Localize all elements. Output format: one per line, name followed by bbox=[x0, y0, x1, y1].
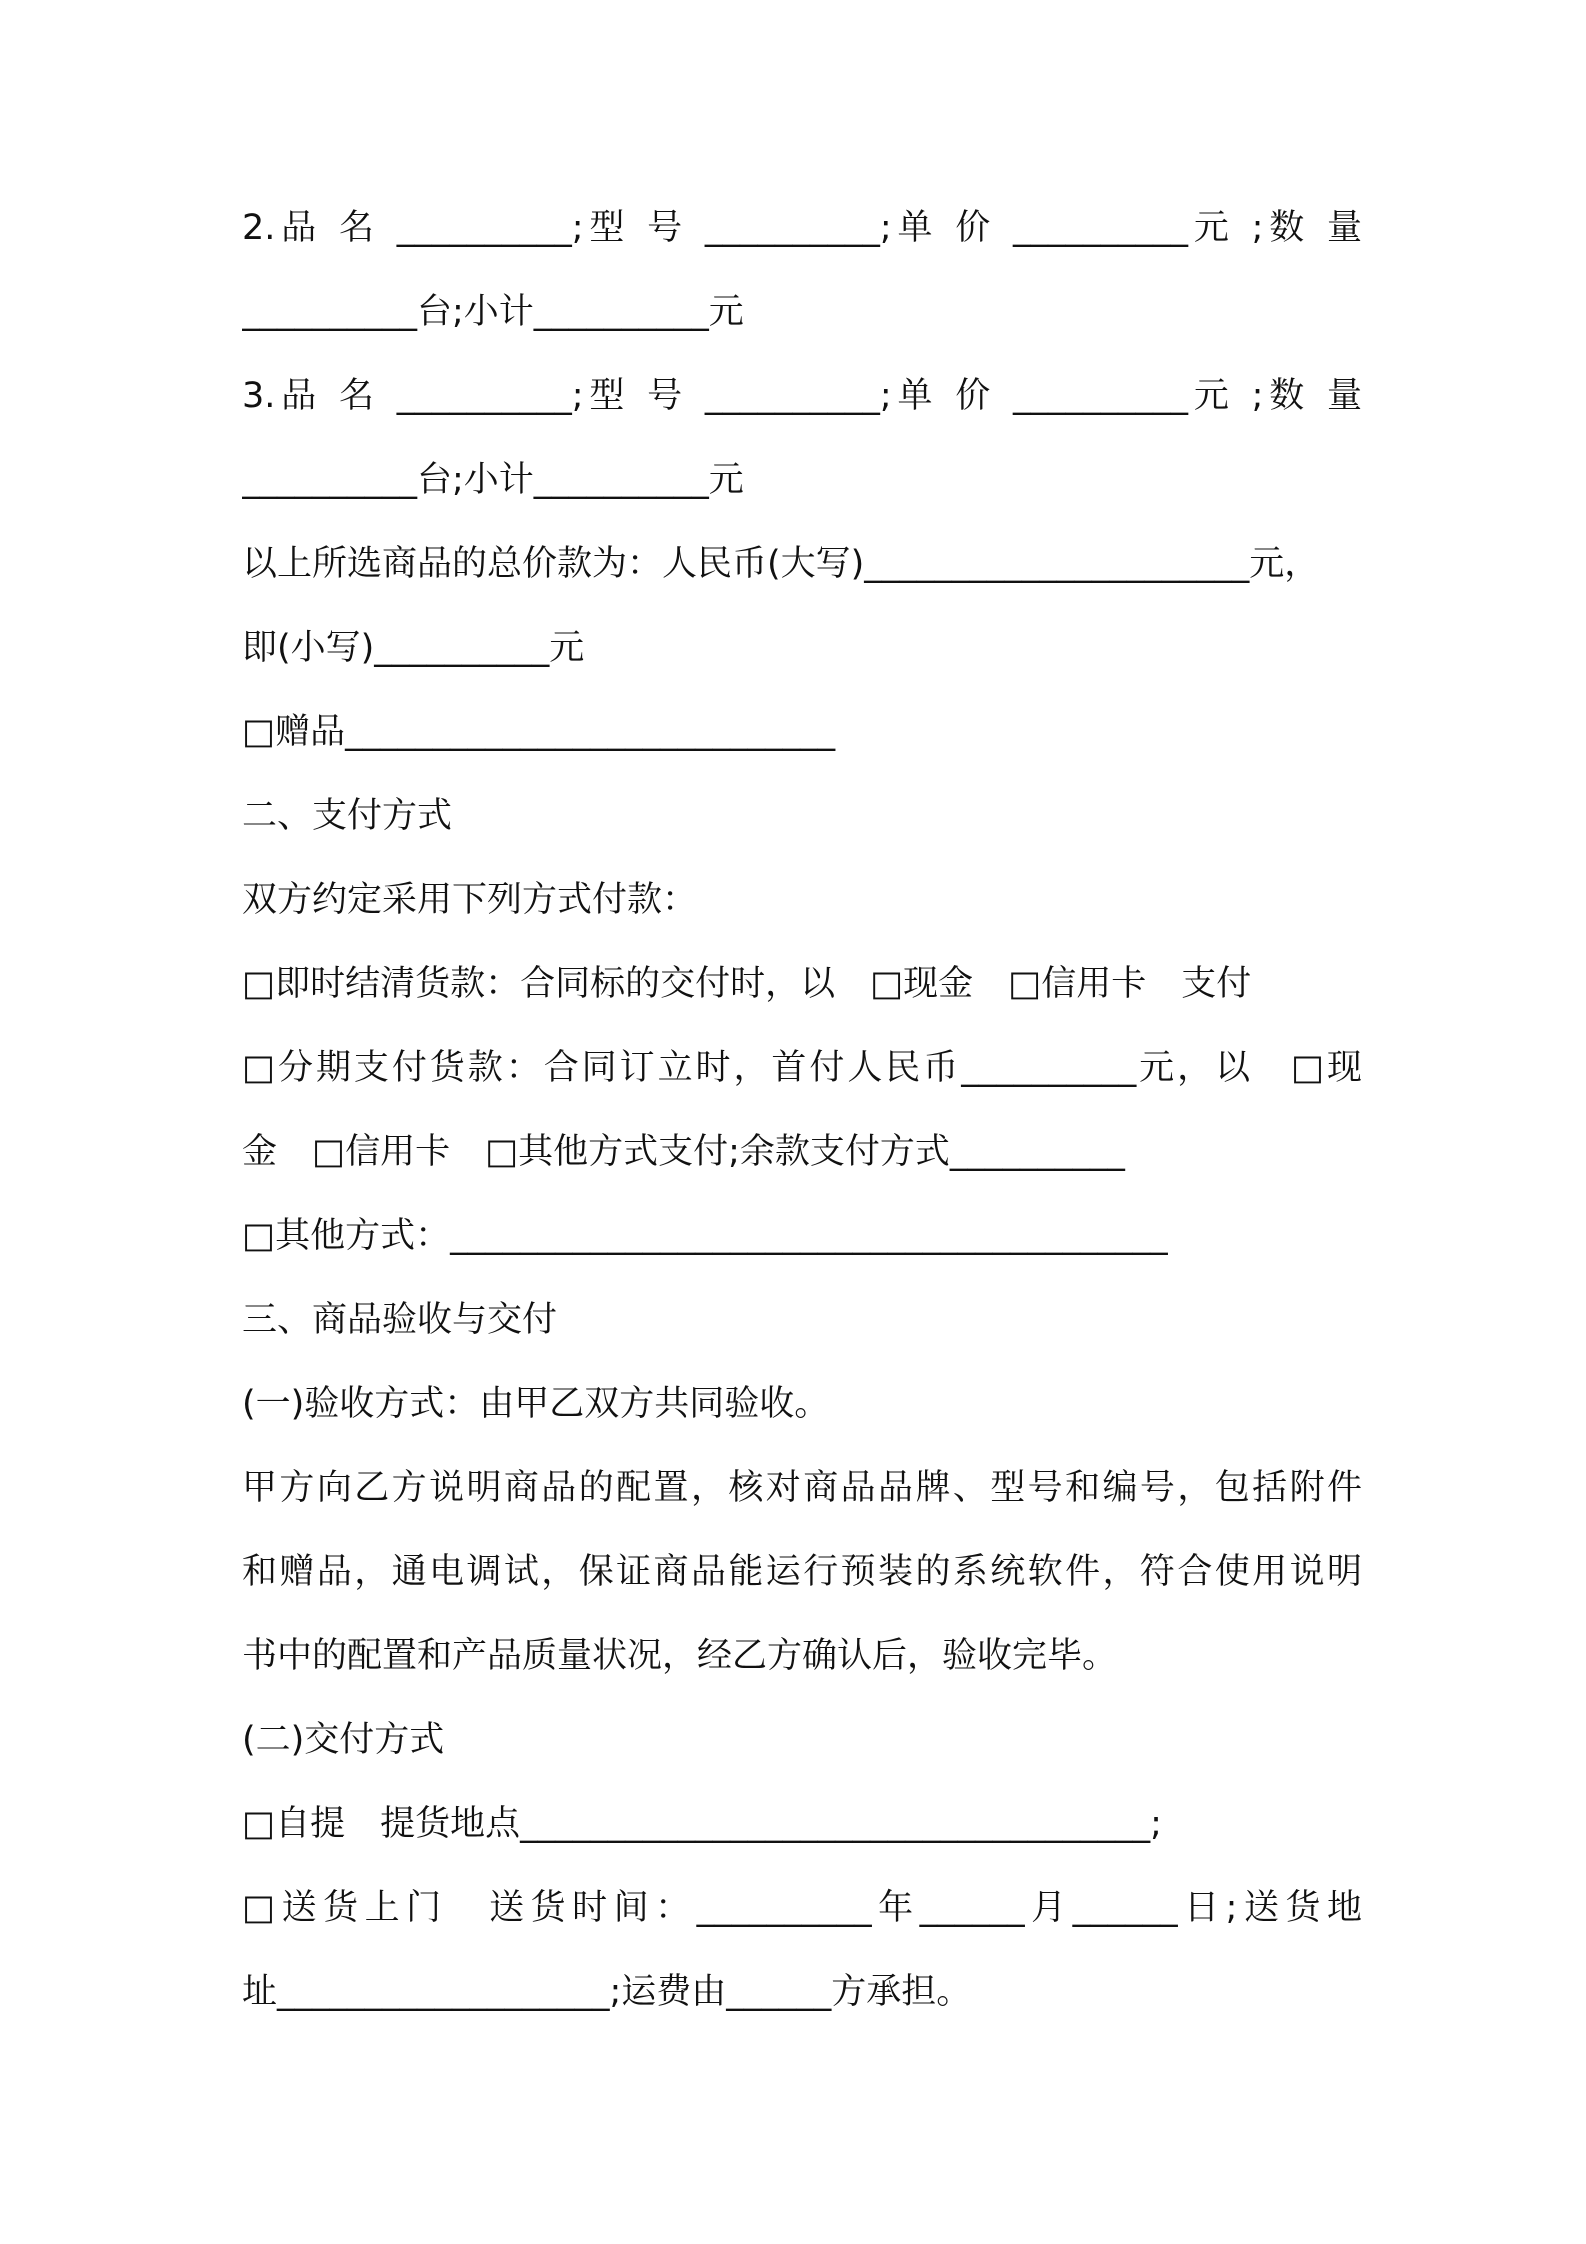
payment-installment-line-1: □分期支付货款：合同订立时，首付人民币__________元，以 □现 bbox=[242, 1048, 1362, 1088]
inspection-desc-line-2: 和赠品，通电调试，保证商品能运行预装的系统软件，符合使用说明 bbox=[242, 1552, 1362, 1592]
item-3-line-2: __________台;小计__________元 bbox=[242, 460, 744, 500]
section-inspection-heading: 三、商品验收与交付 bbox=[242, 1300, 558, 1340]
item-3-line-1: 3.品 名 __________;型 号 __________;单 价 __________元 ;数 量 bbox=[242, 376, 1362, 416]
inspection-desc-line-3: 书中的配置和产品质量状况，经乙方确认后，验收完毕。 bbox=[242, 1636, 1118, 1676]
payment-installment-line-2: 金 □信用卡 □其他方式支付;余款支付方式__________ bbox=[242, 1132, 1125, 1172]
inspection-method-line: (一)验收方式：由甲乙双方共同验收。 bbox=[242, 1384, 830, 1424]
gift-line: □赠品____________________________ bbox=[242, 712, 836, 752]
payment-immediate-line: □即时结清货款：合同标的交付时，以 □现金 □信用卡 支付 bbox=[242, 964, 1252, 1004]
payment-intro: 双方约定采用下列方式付款： bbox=[242, 880, 698, 920]
inspection-desc-line-1: 甲方向乙方说明商品的配置，核对商品品牌、型号和编号，包括附件 bbox=[242, 1468, 1362, 1508]
total-price-line-1: 以上所选商品的总价款为：人民币(大写)______________________元， bbox=[242, 544, 1320, 584]
payment-other-line: □其他方式：_________________________________________ bbox=[242, 1216, 1168, 1256]
item-2-line-2: __________台;小计__________元 bbox=[242, 292, 744, 332]
delivery-home-line-2: 址___________________;运费由______方承担。 bbox=[242, 1972, 972, 2012]
section-payment-heading: 二、支付方式 bbox=[242, 796, 453, 836]
delivery-method-heading: (二)交付方式 bbox=[242, 1720, 445, 1760]
item-2-line-1: 2.品 名 __________;型 号 __________;单 价 __________元 ;数 量 bbox=[242, 208, 1362, 248]
delivery-pickup-line: □自提 提货地点____________________________________; bbox=[242, 1804, 1162, 1844]
delivery-home-line-1: □送货上门 送货时间：__________年______月______日;送货地 bbox=[242, 1888, 1362, 1928]
total-price-line-2: 即(小写)__________元 bbox=[242, 628, 585, 668]
